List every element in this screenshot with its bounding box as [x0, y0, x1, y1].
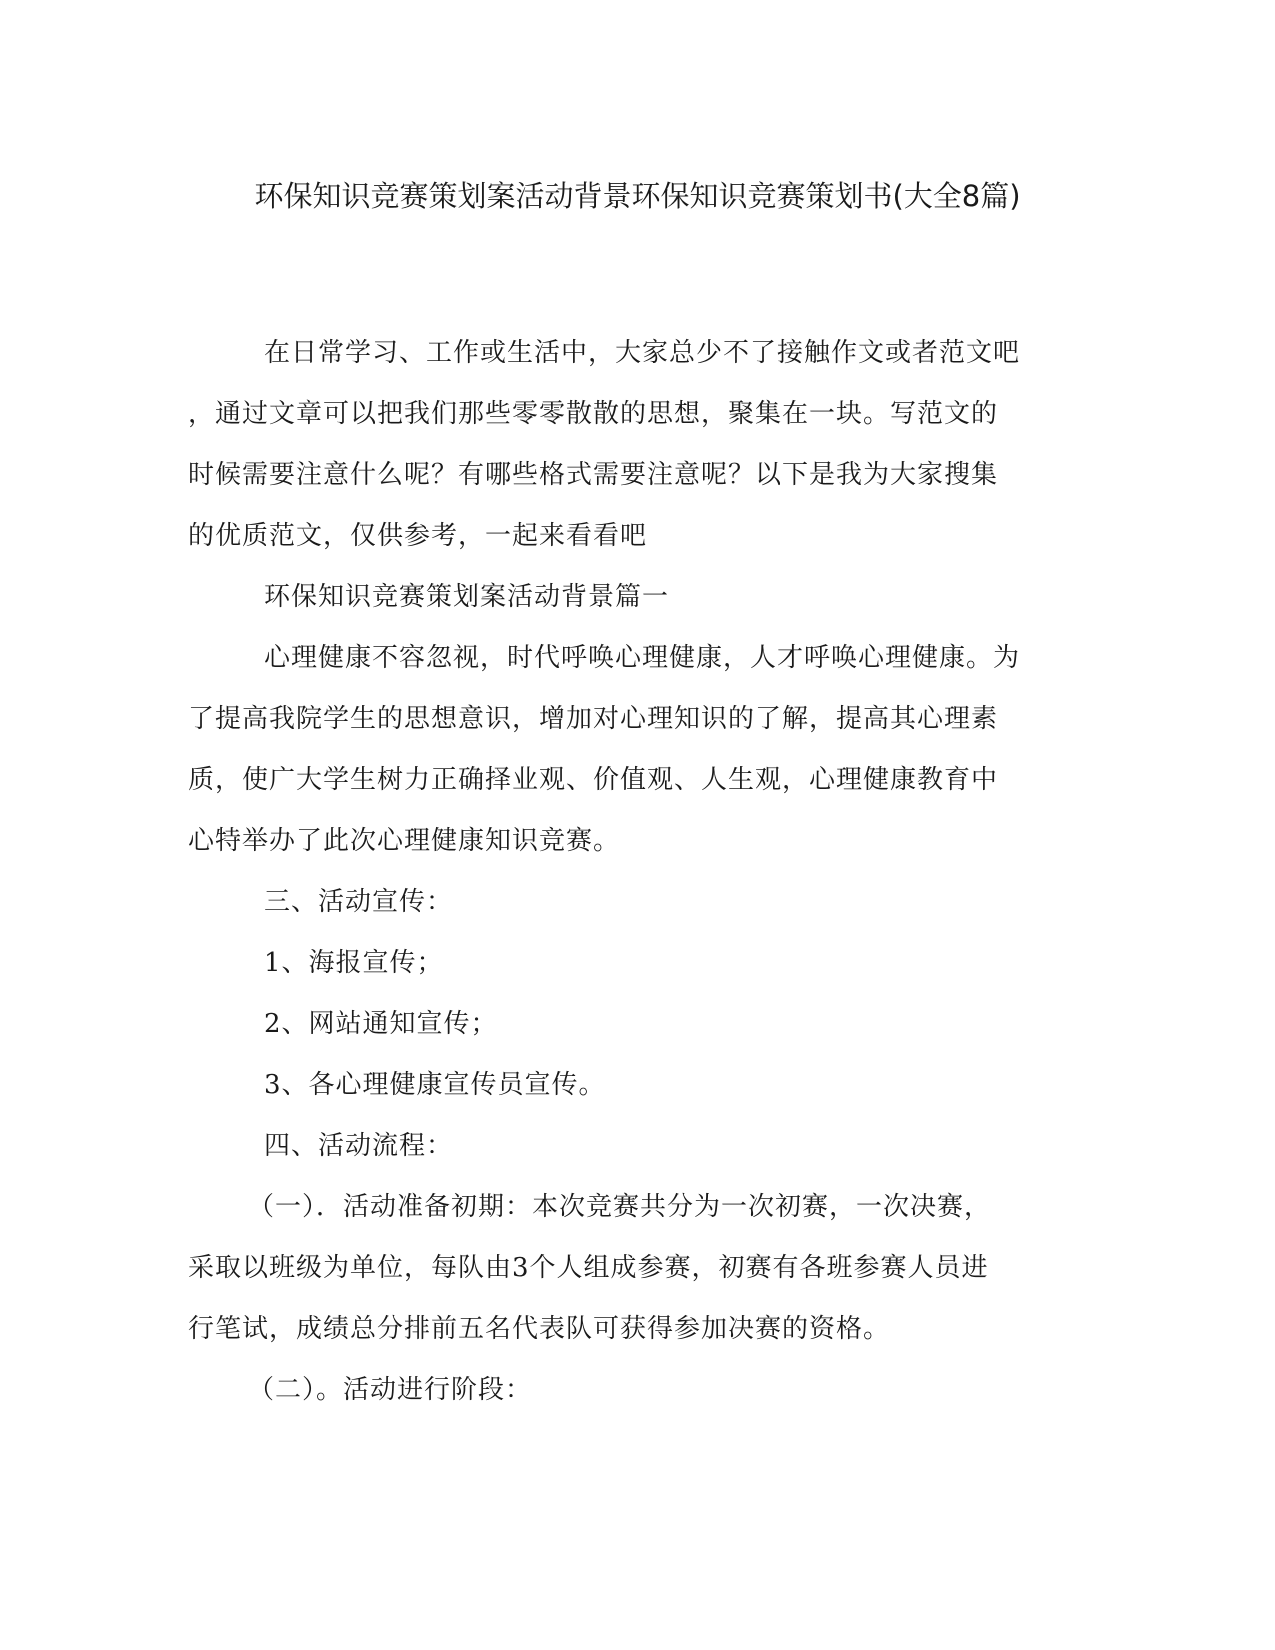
text-line: 时候需要注意什么呢？有哪些格式需要注意呢？以下是我为大家搜集	[188, 460, 999, 490]
text-line: 了提高我院学生的思想意识，增加对心理知识的了解，提高其心理素	[188, 704, 999, 734]
text-line: 行笔试，成绩总分排前五名代表队可获得参加决赛的资格。	[188, 1314, 891, 1344]
publicity-item: 1、海报宣传；	[264, 948, 444, 978]
section-heading: 环保知识竞赛策划案活动背景篇一	[264, 582, 670, 612]
background-paragraph	[188, 628, 1082, 872]
process-step-one	[188, 1177, 1082, 1360]
text-line: 质，使广大学生树力正确择业观、价值观、人生观，心理健康教育中	[188, 765, 999, 795]
text-line: 在日常学习、工作或生活中，大家总少不了接触作文或者范文吧	[264, 338, 1021, 368]
document-body	[188, 323, 1082, 1421]
text-line: 心理健康不容忽视，时代呼唤心理健康，人才呼唤心理健康。为	[264, 643, 1021, 673]
text-line: ，通过文章可以把我们那些零零散散的思想，聚集在一块。写范文的	[188, 399, 999, 429]
publicity-heading: 三、活动宣传：	[264, 887, 454, 917]
document-title: 环保知识竞赛策划案活动背景环保知识竞赛策划书(大全8篇)	[254, 179, 1021, 213]
process-step-two: （二）。活动进行阶段：	[248, 1375, 533, 1405]
publicity-item: 3、各心理健康宣传员宣传。	[264, 1070, 606, 1100]
text-line: 心特举办了此次心理健康知识竞赛。	[188, 826, 621, 856]
text-line: 的优质范文，仅供参考，一起来看看吧	[188, 521, 648, 551]
process-heading: 四、活动流程：	[264, 1131, 454, 1161]
intro-paragraph	[188, 323, 1082, 567]
text-line: 采取以班级为单位，每队由3个人组成参赛，初赛有各班参赛人员进	[188, 1253, 989, 1283]
text-line: （一）．活动准备初期：本次竞赛共分为一次初赛，一次决赛，	[248, 1192, 992, 1222]
publicity-item: 2、网站通知宣传；	[264, 1009, 498, 1039]
